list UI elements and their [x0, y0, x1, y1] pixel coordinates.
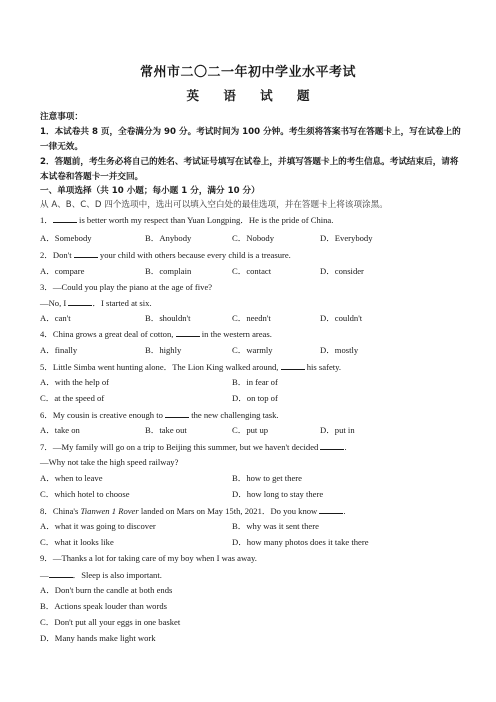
answer-blank — [319, 505, 343, 514]
q1-option-b: B．Anybody — [145, 233, 192, 243]
q8-option-b: B．why was it sent there — [232, 521, 319, 531]
q1-option-a: A．Somebody — [40, 233, 92, 243]
question-3: 3．—Could you play the piano at the age of five? — [40, 282, 213, 292]
q9-option-d: D．Many hands make light work — [40, 633, 156, 643]
q6-option-b: B．take out — [145, 425, 187, 435]
q8-option-c: C．what it looks like — [40, 537, 114, 547]
exam-title: 常州市二〇二一年初中学业水平考试 — [139, 65, 356, 80]
q1-option-d: D．Everybody — [320, 233, 373, 243]
q3-option-d: D．couldn't — [320, 313, 363, 323]
question-4: 4．China grows a great deal of cotton, in the western areas. — [40, 329, 272, 339]
question-8: 8．China's Tianwen 1 Rover landed on Mars on May 15th, 2021．Do you know . — [40, 506, 346, 516]
q2-option-a: A．compare — [40, 266, 85, 276]
question-7: 7．—My family will go on a trip to Beijing this summer, but we haven't decided . — [40, 442, 347, 452]
q7-option-b: B．how to get there — [232, 473, 302, 483]
q9-option-a: A．Don't burn the candle at both ends — [40, 585, 173, 595]
section-instruction: 从 A、B、C、D 四个选项中，选出可以填入空白处的最佳选项，并在答题卡上将该项涂黑。 — [40, 200, 388, 210]
question-7-reply: —Why not take the high speed railway? — [40, 457, 179, 467]
q4-option-b: B．highly — [145, 345, 182, 355]
question-9: 9．—Thanks a lot for taking care of my boy when I was away. — [40, 553, 257, 563]
q4-option-c: C．warmly — [232, 345, 273, 355]
question-5: 5．Little Simba went hunting alone．The Lion King walked around, his safety. — [40, 362, 342, 372]
q5-option-c: C．at the speed of — [40, 393, 105, 403]
q6-option-c: C．put up — [232, 425, 269, 435]
q7-option-d: D．how long to stay there — [232, 489, 324, 499]
q5-option-d: D．on top of — [232, 393, 278, 403]
notice-label: 注意事项： — [40, 112, 83, 122]
q2-option-b: B．complain — [145, 266, 192, 276]
answer-blank — [49, 569, 73, 578]
answer-blank — [68, 297, 92, 306]
answer-blank — [176, 328, 200, 337]
notice-item-2: 2．答题前，考生务必将自己的姓名、考试证号填写在试卷上，并填写答题卡上的考生信息。考试结束后，请将本试卷和答题卡一并交回。 — [40, 157, 459, 182]
question-3-reply: —No, I ．I started at six. — [40, 298, 152, 308]
q2-option-c: C．contact — [232, 266, 272, 276]
section-heading: 一、单项选择（共 10 小题；每小题 1 分，满分 10 分） — [40, 186, 260, 196]
q7-option-c: C．which hotel to choose — [40, 489, 130, 499]
q9-option-c: C．Don't put all your eggs in one basket — [40, 617, 181, 627]
answer-blank — [53, 214, 77, 223]
question-1: 1． is better worth my respect than Yuan Longping．He is the pride of China. — [40, 215, 334, 225]
q4-option-d: D．mostly — [320, 345, 359, 355]
q2-option-d: D．consider — [320, 266, 364, 276]
q1-option-c: C．Nobody — [232, 233, 275, 243]
answer-blank — [281, 361, 305, 370]
q7-option-a: A．when to leave — [40, 473, 103, 483]
q4-option-a: A．finally — [40, 345, 78, 355]
question-2: 2．Don't your child with others because every child is a treasure. — [40, 250, 291, 260]
answer-blank — [165, 409, 189, 418]
q5-option-a: A．with the help of — [40, 377, 109, 387]
question-6: 6．My cousin is creative enough to the new challenging task. — [40, 410, 279, 420]
q5-option-b: B．in fear of — [232, 377, 278, 387]
q6-option-a: A．take on — [40, 425, 80, 435]
exam-subject: 英 语 试 题 — [186, 88, 320, 103]
q3-option-b: B．shouldn't — [145, 313, 191, 323]
q8-option-d: D．how many photos does it take there — [232, 537, 369, 547]
q3-option-a: A．can't — [40, 313, 71, 323]
q3-option-c: C．needn't — [232, 313, 271, 323]
q8-option-a: A．what it was going to discover — [40, 521, 156, 531]
answer-blank — [74, 249, 98, 258]
q6-option-d: D．put in — [320, 425, 355, 435]
question-9-reply: — ．Sleep is also important. — [40, 570, 162, 580]
q9-option-b: B．Actions speak louder than words — [40, 601, 167, 611]
answer-blank — [320, 441, 344, 450]
notice-item-1: 1．本试卷共 8 页，全卷满分为 90 分。考试时间为 100 分钟。考生须将答案书写在答题卡上，写在试卷上的一律无效。 — [40, 127, 461, 152]
